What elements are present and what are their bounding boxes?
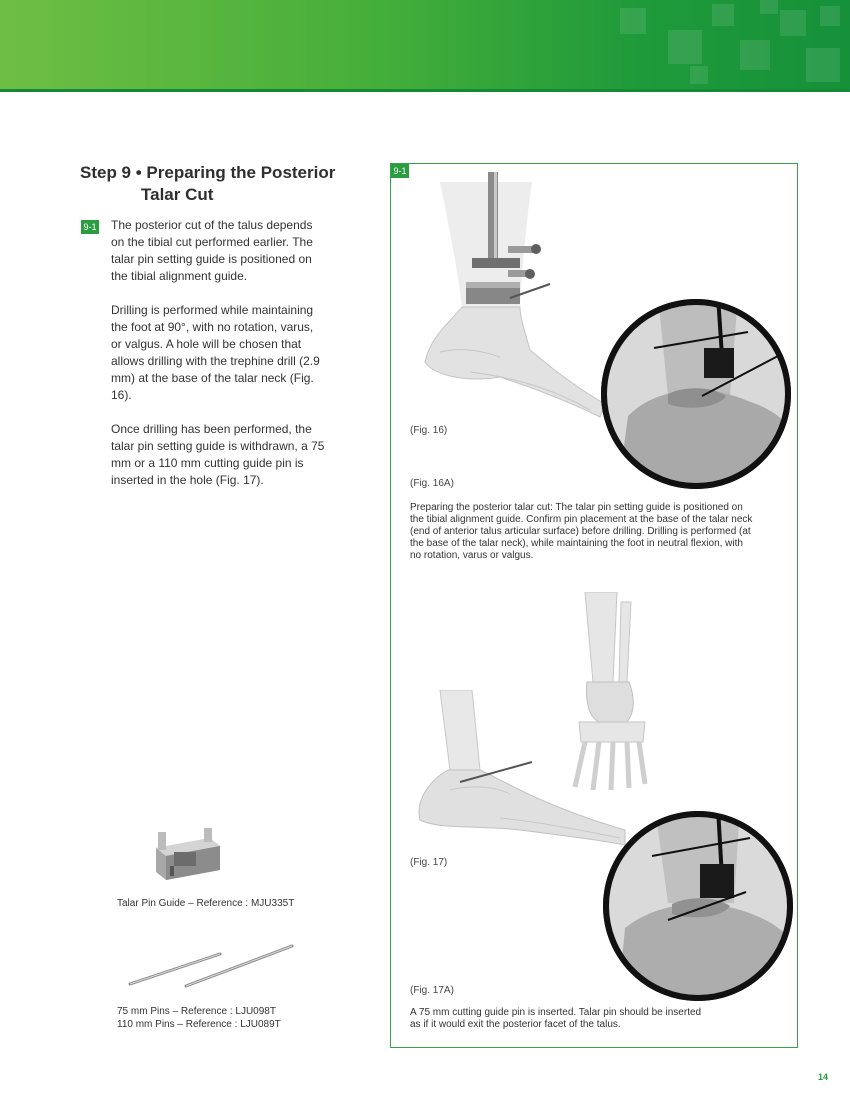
fig16a-description: Preparing the posterior talar cut: The talar pin setting guide is positioned on the tibial alignment guide. Confirm pin placement at the base of the talar neck (end of anterior talus articular surface) before drilling. Drilling is performed (at the base of the talar neck), while maintaining the foot in neutral flexion, with no rotation, varus or valgus. (410, 502, 753, 561)
figure-panel-tag: 9-1 (391, 164, 409, 178)
step-tag: 9-1 (81, 220, 99, 234)
pins-caption-75: 75 mm Pins – Reference : LJU098T (117, 1006, 276, 1017)
fig17a-xray (600, 808, 796, 1004)
banner-square (760, 0, 778, 14)
header-banner (0, 0, 850, 92)
banner-square (806, 48, 840, 82)
banner-square (620, 8, 646, 34)
step-title (80, 162, 350, 206)
fig16a-label: (Fig. 16A) (410, 478, 454, 489)
banner-square (668, 30, 702, 64)
page-number: 14 (817, 1072, 828, 1082)
banner-square (690, 66, 708, 84)
banner-square (820, 6, 840, 26)
fig16-illustration (410, 172, 610, 422)
step-title-line2: Talar Cut (141, 185, 214, 204)
step-title-line1: Step 9 • Preparing the Posterior (80, 163, 336, 182)
banner-square (740, 40, 770, 70)
banner-rule (0, 89, 850, 92)
fig17a-label: (Fig. 17A) (410, 985, 454, 996)
body-paragraph: Drilling is performed while maintaining the foot at 90°, with no rotation, varus, or valgus. A hole will be chosen that allows drilling with the trephine drill (2.9 mm) at the base of the talar neck (Fig. 16). (111, 303, 320, 402)
pin-guide-caption: Talar Pin Guide – Reference : MJU335T (117, 898, 295, 909)
body-paragraph: Once drilling has been performed, the talar pin setting guide is withdrawn, a 75 mm or a 110 mm cutting guide pin is inserted in the hole (Fig. 17). (111, 422, 325, 487)
pins-caption-110: 110 mm Pins – Reference : LJU089T (117, 1019, 281, 1030)
body-paragraph: The posterior cut of the talus depends on the tibial cut performed earlier. The talar pin setting guide is positioned on the tibial alignment guide. (111, 218, 313, 283)
banner-square (780, 10, 806, 36)
fig17-label: (Fig. 17) (410, 857, 448, 868)
pins-image (126, 940, 298, 990)
step-body (111, 217, 325, 506)
fig17-side-view (410, 690, 630, 860)
fig17a-description: A 75 mm cutting guide pin is inserted. Talar pin should be inserted as if it would exit the posterior facet of the talus. (410, 1007, 702, 1030)
fig16-label: (Fig. 16) (410, 425, 448, 436)
talar-pin-guide-image (148, 828, 228, 884)
fig16a-xray (598, 296, 794, 492)
banner-square (712, 4, 734, 26)
